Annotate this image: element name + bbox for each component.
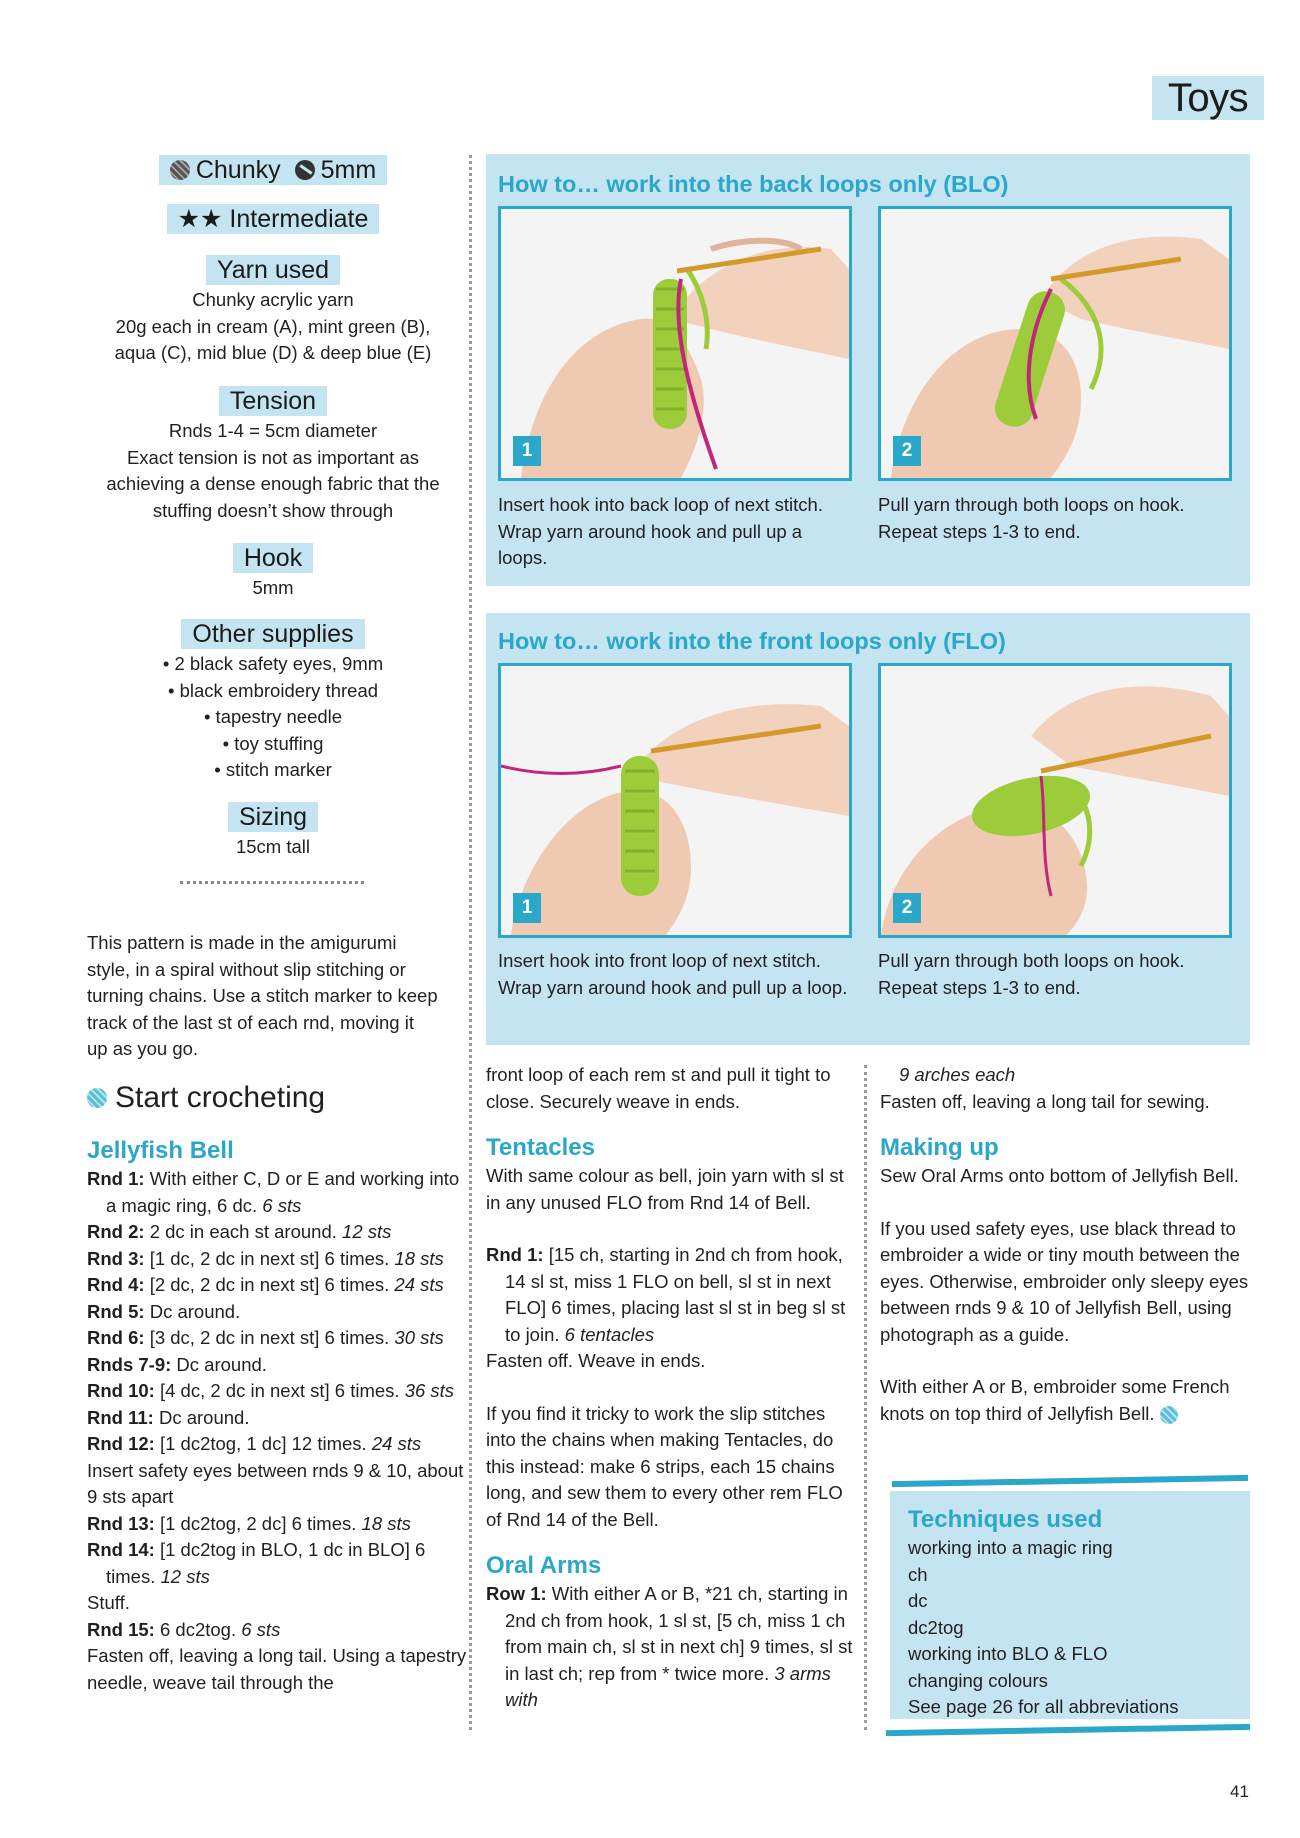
bell-row: Rnd 11: Dc around. — [87, 1406, 250, 1428]
flo-step2-caption: Pull yarn through both loops on hook. Repeat steps 1-3 to end. — [878, 950, 1185, 998]
supply-item: • black embroidery thread — [167, 679, 379, 701]
start-heading-text: Start crocheting — [115, 1081, 326, 1114]
hook-size-label: 5mm — [320, 156, 377, 184]
step-number-badge: 1 — [513, 893, 541, 923]
middle-column — [486, 1062, 856, 1714]
bell-continuation: front loop of each rem st and pull it tight to close. Securely weave in ends. — [486, 1064, 831, 1112]
weight-hook-chip — [159, 155, 387, 185]
page-number: 41 — [1230, 1782, 1249, 1801]
making-up-para: If you used safety eyes, use black thread to embroider a wide or tiny mouth between the eyes. Otherwise, embroider only sleepy eyes between rnds 9 & 10 of Jellyfish Bell, using photograph as a guide. — [880, 1217, 1249, 1345]
howto-flo-panel — [486, 613, 1250, 1045]
technique-item: ch — [908, 1563, 928, 1585]
spec-weight-hook — [78, 155, 468, 185]
intro-text — [87, 930, 467, 1063]
bell-pattern — [87, 1136, 467, 1696]
blo-step1-caption: Insert hook into back loop of next stitch. Wrap yarn around hook and pull up a loops. — [498, 494, 823, 568]
technique-item: working into a magic ring — [908, 1537, 1113, 1558]
yarn-section — [78, 255, 468, 367]
step-number-badge: 2 — [893, 436, 921, 466]
intro-line: style, in a spiral without slip stitching or — [87, 958, 406, 980]
technique-item: dc — [908, 1590, 928, 1611]
bell-row: Rnd 13: [1 dc2tog, 2 dc] 6 times. 18 sts — [87, 1512, 411, 1534]
intro-line: turning chains. Use a stitch marker to keep — [87, 985, 438, 1006]
column-rule — [469, 155, 472, 1730]
making-up-para: With either A or B, embroider some French knots on top third of Jellyfish Bell. — [880, 1376, 1230, 1424]
tentacles-heading: Tentacles — [486, 1134, 595, 1161]
supply-item: • toy stuffing — [222, 732, 324, 754]
bell-row: Rnd 3: [1 dc, 2 dc in next st] 6 times. 18 sts — [87, 1247, 444, 1269]
techniques-box — [890, 1491, 1250, 1719]
flo-step1-caption: Insert hook into front loop of next stitch. Wrap yarn around hook and pull up a loop. — [498, 950, 848, 998]
bell-note: Insert safety eyes between rnds 9 & 10, about 9 sts apart — [87, 1459, 464, 1507]
making-up-heading: Making up — [880, 1134, 999, 1161]
tentacles-tip: If you find it tricky to work the slip stitches into the chains when making Tentacles, do this instead: make 6 strips, each 15 chains long, and sew them to every other rem FLO of Rnd 14 of the Bell. — [486, 1402, 843, 1530]
tension-line: Exact tension is not as important as — [126, 446, 420, 468]
hook-heading: Hook — [233, 543, 313, 573]
techniques-heading: Techniques used — [908, 1506, 1103, 1533]
howto-blo-panel — [486, 154, 1250, 586]
howto-blo-title: How to… work into the back loops only (BLO) — [498, 171, 1009, 197]
tension-line: achieving a dense enough fabric that the — [106, 473, 440, 494]
difficulty-chip — [167, 204, 380, 234]
spec-difficulty — [78, 204, 468, 234]
flo-step1-photo — [498, 663, 852, 938]
tentacles-fasten: Fasten off. Weave in ends. — [486, 1350, 706, 1371]
intro-line: This pattern is made in the amigurumi — [87, 932, 397, 953]
yarn-ball-icon — [87, 1088, 107, 1108]
oral-arms-row: Row 1: With either A or B, *21 ch, starting in 2nd ch from hook, 1 sl st, [5 ch, miss 1 ch from main ch, sl st in next ch] 9 times, sl st in last ch; rep from * twice more. 3 arms with — [486, 1583, 853, 1710]
difficulty-label: Intermediate — [229, 205, 369, 233]
flo-step2-photo — [878, 663, 1232, 938]
hands-crochet-illustration — [501, 666, 849, 935]
technique-item: changing colours — [908, 1669, 1048, 1691]
weight-label: Chunky — [195, 156, 281, 184]
bell-stuff: Stuff. — [87, 1592, 130, 1613]
tension-section — [78, 386, 468, 524]
supplies-section — [78, 619, 468, 784]
bell-row: Rnd 4: [2 dc, 2 dc in next st] 6 times. 24 sts — [87, 1274, 444, 1295]
oral-arms-continuation: 9 arches each — [899, 1064, 1016, 1085]
oral-arms-heading: Oral Arms — [486, 1552, 602, 1579]
tentacles-row: Rnd 1: [15 ch, starting in 2nd ch from hook, 14 sl st, miss 1 FLO on bell, sl st in next FLO] 6 times, placing last sl st in beg sl st to join. 6 tentacles — [486, 1244, 846, 1345]
start-heading — [87, 1080, 325, 1116]
supplies-heading: Other supplies — [181, 619, 364, 649]
bell-row: Rnd 2: 2 dc in each st around. 12 sts — [87, 1221, 392, 1242]
yarn-line: 20g each in cream (A), mint green (B), — [115, 315, 431, 337]
yarn-ball-icon — [1160, 1406, 1178, 1424]
hands-crochet-illustration — [881, 666, 1229, 935]
blo-step1-photo — [498, 206, 852, 481]
star-icon: ★★ — [177, 205, 223, 233]
techniques-footer: See page 26 for all abbreviations — [908, 1696, 1179, 1717]
yarn-heading: Yarn used — [206, 255, 340, 285]
bell-row: Rnd 12: [1 dc2tog, 1 dc] 12 times. 24 sts — [87, 1433, 422, 1454]
bell-row: Rnd 14: [1 dc2tog in BLO, 1 dc in BLO] 6 times. 12 sts — [87, 1539, 426, 1587]
yarn-line: Chunky acrylic yarn — [192, 289, 354, 310]
supply-item: • 2 black safety eyes, 9mm — [162, 653, 384, 674]
hook-value: 5mm — [252, 577, 294, 598]
technique-item: working into BLO & FLO — [908, 1643, 1108, 1664]
bell-heading: Jellyfish Bell — [87, 1137, 234, 1164]
step-number-badge: 2 — [893, 893, 921, 923]
section-tag: Toys — [1152, 76, 1264, 120]
oral-arms-fasten: Fasten off, leaving a long tail for sewing. — [880, 1090, 1210, 1112]
hands-crochet-illustration — [501, 209, 849, 478]
yarn-line: aqua (C), mid blue (D) & deep blue (E) — [114, 342, 432, 363]
tension-line: Rnds 1-4 = 5cm diameter — [168, 420, 378, 441]
techniques-accent-bar — [892, 1475, 1248, 1487]
bell-row: Rnd 1: With either C, D or E and working into a magic ring, 6 dc. 6 sts — [87, 1168, 460, 1216]
yarn-ball-icon — [170, 160, 190, 180]
techniques-accent-bar — [886, 1724, 1250, 1736]
bell-row: Rnd 6: [3 dc, 2 dc in next st] 6 times. 30 sts — [87, 1327, 444, 1348]
blo-step2-photo — [878, 206, 1232, 481]
sizing-value: 15cm tall — [235, 836, 311, 857]
making-up-para: Sew Oral Arms onto bottom of Jellyfish Bell. — [880, 1165, 1239, 1186]
technique-item: dc2tog — [908, 1616, 964, 1638]
step-number-badge: 1 — [513, 436, 541, 466]
hands-crochet-illustration — [881, 209, 1229, 478]
bell-row: Rnd 15: 6 dc2tog. 6 sts — [87, 1618, 281, 1640]
blo-step2-caption: Pull yarn through both loops on hook. Repeat steps 1-3 to end. — [878, 494, 1185, 542]
intro-line: track of the last st of each rnd, moving it — [87, 1011, 414, 1033]
bell-end: Fasten off, leaving a long tail. Using a tapestry needle, weave tail through the — [87, 1645, 467, 1693]
sizing-heading: Sizing — [228, 802, 318, 832]
bell-row: Rnd 10: [4 dc, 2 dc in next st] 6 times. 36 sts — [87, 1380, 455, 1401]
sizing-section — [78, 802, 468, 861]
hook-icon — [295, 160, 315, 180]
hook-section — [78, 543, 468, 602]
supply-item: • tapestry needle — [203, 706, 343, 727]
howto-flo-title: How to… work into the front loops only (FLO) — [498, 628, 1006, 654]
right-column — [880, 1062, 1250, 1427]
supply-item: • stitch marker — [214, 759, 332, 780]
tentacles-intro: With same colour as bell, join yarn with sl st in any unused FLO from Rnd 14 of Bell. — [486, 1165, 844, 1213]
bell-row: Rnds 7-9: Dc around. — [87, 1353, 267, 1375]
divider — [180, 881, 364, 884]
intro-line: up as you go. — [87, 1038, 199, 1059]
tension-line: stuffing doesn’t show through — [152, 499, 394, 521]
column-rule — [864, 1065, 867, 1730]
bell-row: Rnd 5: Dc around. — [87, 1300, 241, 1322]
tension-heading: Tension — [219, 386, 327, 416]
